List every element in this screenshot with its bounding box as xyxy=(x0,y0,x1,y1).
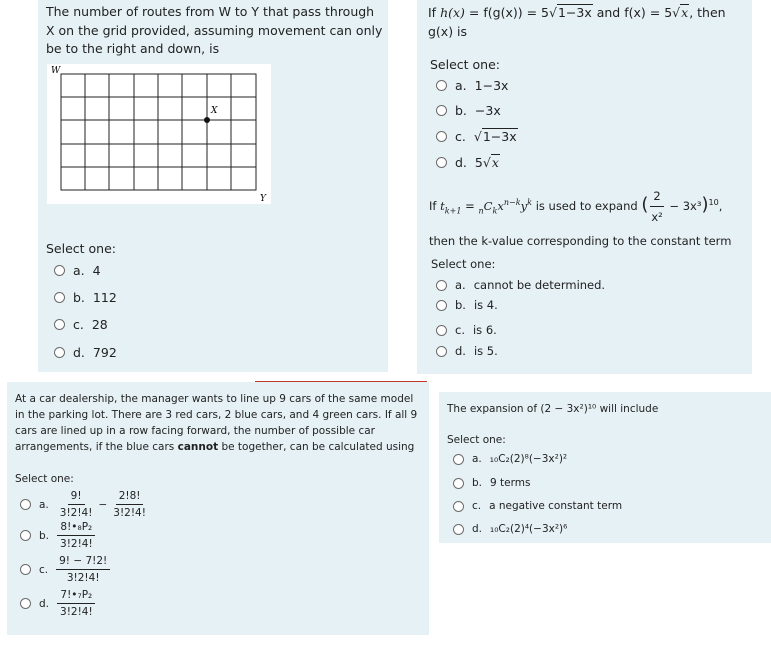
radio-button[interactable] xyxy=(54,292,65,303)
question-1-panel xyxy=(38,0,388,372)
option-d[interactable]: d. 792 xyxy=(54,345,117,360)
option-a[interactable]: a. 4 xyxy=(54,263,101,278)
radio-button[interactable] xyxy=(436,131,447,142)
radio-button[interactable] xyxy=(54,265,65,276)
route-grid xyxy=(47,64,271,204)
point-x-dot xyxy=(204,117,210,123)
option-d[interactable]: d. 5 √ x xyxy=(436,154,500,170)
option-d[interactable]: d. is 5. xyxy=(436,343,498,359)
radio-button[interactable] xyxy=(436,325,447,336)
radio-button[interactable] xyxy=(436,80,447,91)
option-c[interactable]: c. √ 1−3x xyxy=(436,128,518,144)
option-b[interactable]: b. 9 terms xyxy=(453,475,530,491)
label-w: W xyxy=(51,66,61,76)
option-a[interactable]: a. ₁₀C₂(2)⁸(−3x²)² xyxy=(453,451,567,467)
question-1-text: The number of routes from W to Y that pass through X on the grid provided, assuming movement can only be to the right and down, is xyxy=(46,4,383,56)
option-c[interactable]: c. 28 xyxy=(54,317,108,332)
question-5-panel xyxy=(439,392,771,543)
question-4-panel xyxy=(7,382,429,635)
option-c[interactable]: c. a negative constant term xyxy=(453,498,622,514)
radio-button[interactable] xyxy=(20,598,31,609)
select-one-label: Select one: xyxy=(431,257,496,271)
option-a[interactable]: a. 1−3x xyxy=(436,78,508,93)
question-2-panel xyxy=(417,0,752,182)
select-one-label: Select one: xyxy=(46,241,117,256)
option-c[interactable]: c. $\frac{9! - 7!2!}{3!2!4!}$ xyxy=(20,553,110,586)
option-b[interactable]: b. 112 xyxy=(54,290,117,305)
radio-button[interactable] xyxy=(54,347,65,358)
option-a[interactable]: a. $\frac{9!}{3!2!4!}$ − $\frac{2!8!}{3!2!4!}$ xyxy=(20,488,149,521)
grid-figure xyxy=(47,64,271,204)
question-3-text: If $t_{k+1} = _nC_kx^{n-k}y^k$ is used to expand ( $\frac{2}{\text{x²}}$ − 3x³)$^{10}$, then the k-value corresponding to the constant term xyxy=(429,186,749,251)
radio-button[interactable] xyxy=(453,501,464,512)
question-4-text: At a car dealership, the manager wants to line up 9 cars of the same model in the parking lot. There are 3 red cars, 2 blue cars, and 4 green cars. If all 9 cars are lined up in a row facing forward, the number of possible car arrangements, if the blue cars cannot be together, can be calculated using xyxy=(15,393,418,453)
radio-button[interactable] xyxy=(436,157,447,168)
question-2-text: If h(x) = f(g(x)) = 5√1−3x and f(x) = 5√x, then g(x) is xyxy=(428,5,726,39)
radio-button[interactable] xyxy=(436,300,447,311)
option-a[interactable]: a. cannot be determined. xyxy=(436,277,605,293)
radio-button[interactable] xyxy=(20,530,31,541)
option-b[interactable]: b. is 4. xyxy=(436,297,498,313)
radio-button[interactable] xyxy=(453,524,464,535)
radio-button[interactable] xyxy=(453,454,464,465)
radio-button[interactable] xyxy=(20,499,31,510)
select-one-label: Select one: xyxy=(430,57,501,72)
radio-button[interactable] xyxy=(436,280,447,291)
question-3-panel xyxy=(417,182,752,374)
select-one-label: Select one: xyxy=(15,473,74,485)
radio-button[interactable] xyxy=(436,105,447,116)
option-b[interactable]: b. $\frac{\text{8!•₈P₂}}{3!2!4!}$ xyxy=(20,519,96,552)
label-x: X xyxy=(211,106,218,116)
option-d[interactable]: d. ₁₀C₂(2)⁴(−3x²)⁶ xyxy=(453,521,567,537)
option-d[interactable]: d. $\frac{\text{7!•₇P₂}}{3!2!4!}$ xyxy=(20,587,96,620)
radio-button[interactable] xyxy=(20,564,31,575)
label-y: Y xyxy=(260,194,266,204)
radio-button[interactable] xyxy=(436,346,447,357)
radio-button[interactable] xyxy=(453,478,464,489)
radio-button[interactable] xyxy=(54,319,65,330)
question-5-text: The expansion of (2 − 3x²)¹⁰ will include xyxy=(447,403,659,415)
grid-lines xyxy=(61,74,256,190)
option-c[interactable]: c. is 6. xyxy=(436,322,497,338)
select-one-label: Select one: xyxy=(447,434,506,446)
option-b[interactable]: b. −3x xyxy=(436,103,501,118)
